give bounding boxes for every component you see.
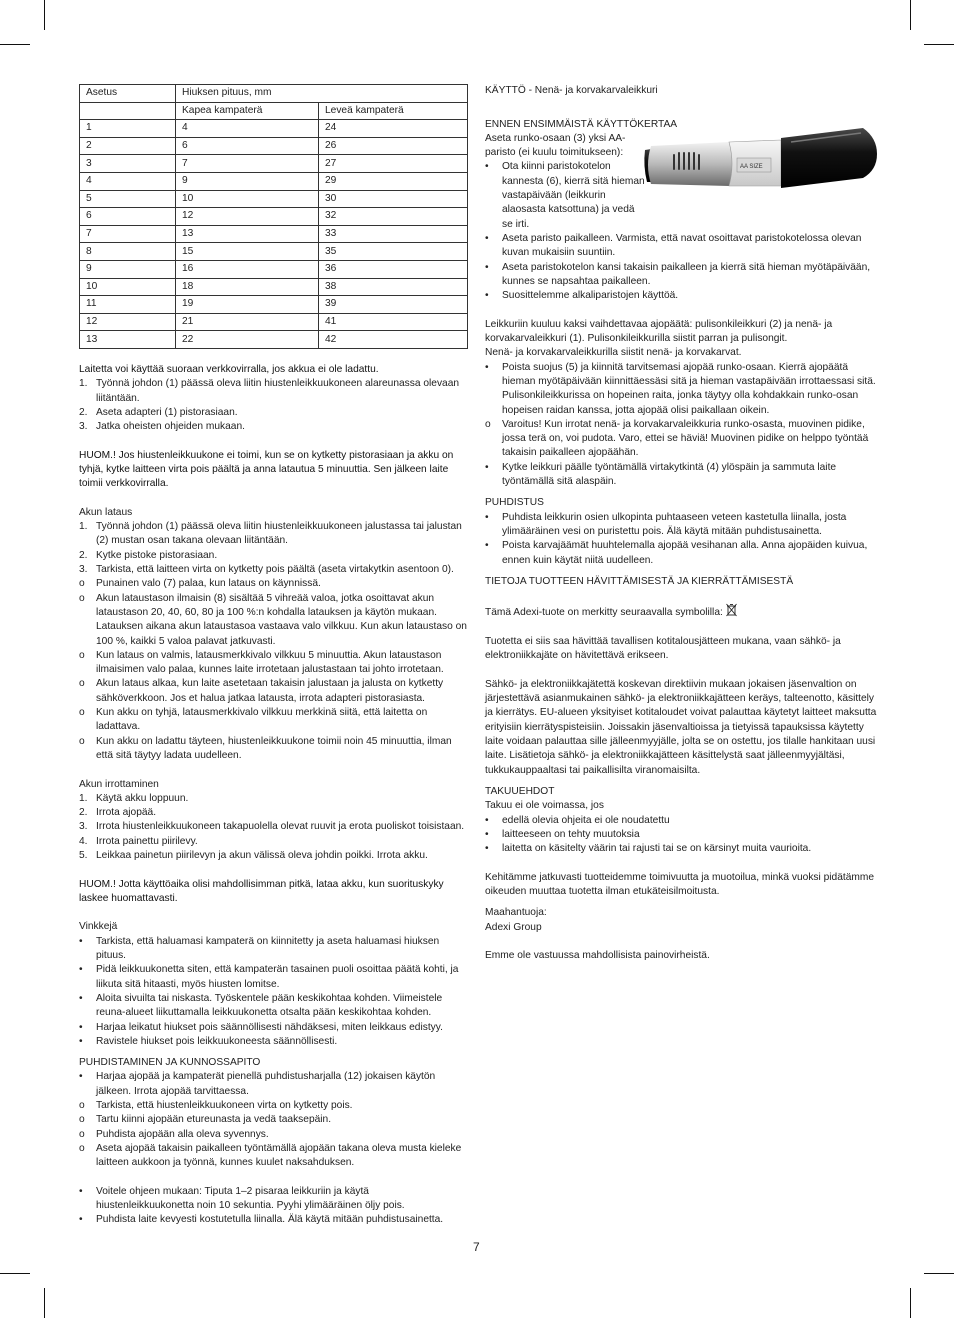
list-item [485,232,877,261]
table-row [80,172,468,190]
table-row [80,208,468,226]
table-cell-narrow: 16 [176,260,319,278]
recycle-p1: Tämä Adexi-tuote on merkitty seuraavalla symbolilla: [485,607,723,619]
list-item [485,418,877,461]
list-item-text: Kun akku on tyhjä, latausmerkkivalo vilkkuu merkkinä siitä, että laitetta on ladattava. [96,707,428,733]
list-marker: 2. [79,549,88,561]
list-item [485,842,877,856]
list-item-text: Irrota hiustenleikkuukoneen takapuolella olevat ruuvit ja erota puoliskot toisistaan. [96,821,465,833]
table-row [80,260,468,278]
list-item-text: Akun lataustason ilmaisin (8) sisältää 5 vihreää valoa, jotka osoittavat akun lataustason 20, 40, 60, 80 ja 100 %:n kohdalla latauksen ja käytön mukaan. Latauksen aikana akun lataustasoa vastaava valo vilkkuu. Kun akun lataustaso on 100 %, kaikki 5 valoa palavat jatkuvasti. [96,592,467,647]
bullet-icon: • [485,814,489,826]
list-marker: o [79,678,85,690]
table-subheader-row [80,102,468,120]
table-row [80,190,468,208]
charging-steps [79,520,469,763]
list-item [79,1185,469,1214]
list-item [79,1128,469,1142]
warranty-title: TAKUUEHDOT [485,785,555,797]
table-cell-wide: 36 [319,260,468,278]
table-row [80,296,468,314]
list-marker: 2. [79,807,88,819]
list-marker: o [485,418,491,430]
table-cell-wide: 42 [319,331,468,349]
list-item [485,814,877,828]
battery-label: AA SIZE [740,164,763,170]
list-item-text: Tarkista, että haluamasi kampaterä on kiinnitetty ja aseta haluamasi hiuksen pituus. [96,935,440,962]
list-item-text: Kytke leikkuri päälle työntämällä virtakytkintä (4) ylöspäin ja sammuta laite työntämällä sitä alaspäin. [502,461,837,488]
list-marker: • [485,290,489,302]
table-cell-wide: 30 [319,190,468,208]
list-item [485,160,645,231]
warranty-intro: Takuu ei ole voimassa, jos [485,800,604,812]
list-marker: • [79,1214,83,1226]
crop-mark [0,44,30,45]
list-item-text: Irrota ajopää. [96,807,157,819]
disclaimer: Emme ole vastuussa mahdollisista painovirheistä. [485,950,710,962]
list-marker: • [485,461,489,473]
table-cell-wide: 33 [319,225,468,243]
list-item [79,963,469,992]
first-use-steps [485,232,877,303]
list-marker: o [79,578,85,590]
list-item-text: laitteeseen on tehty muutoksia [502,828,640,840]
list-marker: 1. [79,521,88,533]
list-item [79,577,469,591]
list-marker: o [79,592,85,604]
crop-mark [910,1288,911,1318]
list-item-text: Kytke pistoke pistorasiaan. [96,549,218,561]
list-item-text: Kun lataus on valmis, latausmerkkivalo vilkkuu 5 minuuttia. Akun lataustason ilmaisimen valo palaa, kunnes laite irrotetaan jalustastaan tai johto irrotetaan. [96,649,444,676]
list-item-text: edellä olevia ohjeita ei ole noudatettu [502,814,670,826]
list-item [485,511,877,540]
list-item-text: Voitele ohjeen mukaan: Tiputa 1–2 pisaraa leikkuriin ja käytä hiustenleikkuukonetta noin 10 sekuntia. Pyyhi ylimääräinen öljy pois. [96,1185,405,1212]
crop-mark [44,1288,45,1318]
recycle-p3: Sähkö- ja elektroniikkajätettä koskevan direktiivin mukaan jokaisen jäsenvaltion on järjestettävä asianmukainen sähkö- ja elektroniikkajätteen keräys, talteenotto, käsittely ja kierrätys. EU-alueen yksityiset kotitaloudet voivat palauttaa käytetyt laitteet maksutta erityisiin kierrätyspisteisiin. Joissakin jäsenvaltioissa ja tietyissä tapauksissa käytetty laite voidaan palauttaa sille jälleenmyyjälle, jolta se on ostettu, jos tilalle hankitaan uusi laite. Lisätietoja sähkö- ja elektroniikkajätteen käsittelystä saat jälleenmyyjältäsi, tukkukauppaaltasi tai paikallisilta viranomaisilta. [485,678,877,776]
list-marker: • [485,232,489,244]
list-item-text: Poista karvajäämät huuhtelemalla ajopää vesihanan alla. Anna ajopäiden kuivua, ennen kuin käytät niitä uudelleen. [502,540,868,566]
table-cell-setting: 2 [80,137,176,155]
recycle-symbol-line [485,603,877,620]
mains-intro: Laitetta voi käyttää suoraan verkkovirralla, jos akkua ei ole ladattu. [79,363,379,375]
list-item [79,563,469,577]
list-item [79,1213,469,1227]
table-cell-wide: 35 [319,243,468,261]
list-item-text: Pidä leikkuukonetta siten, että kampaterän tasainen puoli osoittaa päätä kohti, ja liikuta sitä hitaasti, myös hiusten lomitse. [96,964,459,990]
table-cell-wide: 41 [319,313,468,331]
list-item [79,792,469,806]
list-item [79,849,469,863]
table-cell-narrow: 22 [176,331,319,349]
table-row [80,313,468,331]
crop-mark [910,0,911,30]
list-item [485,261,877,290]
table-cell-wide: 39 [319,296,468,314]
list-item [79,820,469,834]
usage-title: KÄYTTÖ - Nenä- ja korvakarvaleikkuri [485,85,658,96]
list-item-text: Puhdista ajopään alla oleva syvennys. [96,1128,269,1140]
list-item-text: Harjaa ajopää ja kampaterät pienellä puhdistusharjalla (12) jokaisen käytön jälkeen. Irrota ajopää tarvittaessa. [96,1071,436,1097]
list-item-text: laitetta on käsitelty väärin tai rajusti tai se on kärsinyt muita vaurioita. [502,843,812,855]
list-item-text: Tartu kiinni ajopään etureunasta ja vedä taaksepäin. [96,1114,332,1126]
list-marker: 1. [79,792,88,804]
list-item-text: Jatka oheisten ohjeiden mukaan. [96,421,245,433]
list-item-text: Aloita sivuilta tai niskasta. Työskentele pään keskikohtaa kohden. Viimeistele reuna-alueet liikuttamalla leikkuukonetta otsalta pään keskikohtaa kohden. [96,992,443,1019]
crop-mark [924,1273,954,1274]
list-item-text: Akun lataus alkaa, kun laite asetetaan takaisin jalustaan ja jalusta on kytketty sähköverkkoon. Jos et halua jatkaa latausta, irrota adapteri pistorasiasta. [96,678,444,704]
list-item [79,1035,469,1049]
table-cell-wide: 24 [319,120,468,138]
list-item [79,520,469,549]
list-item [79,1142,469,1171]
bullet-icon: • [79,992,83,1004]
list-marker: 5. [79,850,88,861]
table-row [80,243,468,261]
list-item [79,649,469,678]
list-item-text: Ravistele hiukset pois leikkuukoneesta säännöllisesti. [96,1035,338,1047]
cleaning-steps [485,511,877,568]
tips-list [79,935,469,1049]
list-item [485,289,877,303]
list-marker: o [79,1114,85,1126]
tips-title: Vinkkejä [79,921,118,933]
table-cell-narrow: 13 [176,225,319,243]
list-item [79,835,469,849]
list-item-text: Ota kiinni paristokotelon kannesta (6), kierrä sitä hieman vastapäivään (leikkurin alaosasta katsottuna) ja vedä se irti. [502,161,645,230]
removal-title: Akun irrottaminen [79,778,159,790]
list-item-text: Kun akku on ladattu täyteen, hiustenleikkuukone toimii noin 45 minuuttia, ilman että sitä täytyy ladata uudelleen. [96,735,452,761]
crop-mark [0,1273,30,1274]
table-cell-setting: 4 [80,172,176,190]
list-item [79,1099,469,1113]
bullet-icon: • [79,935,83,947]
list-marker: • [485,161,489,173]
care-steps-more [79,1185,469,1228]
list-item [485,461,877,490]
list-item-text: Tarkista, että laitteen virta on kytketty pois päältä (aseta virtakytkin asentoon 0). [96,564,454,576]
table-header-length: Hiuksen pituus, mm [176,85,468,103]
left-column [79,84,469,1228]
table-cell-narrow: 15 [176,243,319,261]
table-cell-narrow: 9 [176,172,319,190]
table-cell-setting: 5 [80,190,176,208]
list-item [79,549,469,563]
crossed-bin-icon [726,603,737,617]
list-marker: o [79,1142,85,1154]
table-cell-wide: 38 [319,278,468,296]
list-marker: o [79,1128,85,1140]
list-marker: 2. [79,406,88,418]
list-item-text: Työnnä johdon (1) päässä oleva liitin hiustenleikkuukoneen alareunassa olevaan liitäntään. [96,378,460,404]
care-steps [79,1070,469,1170]
list-item-text: Harjaa leikatut hiukset pois säännöllisesti nähdäksesi, miten leikkaus edistyy. [96,1021,443,1033]
table-cell-narrow: 4 [176,120,319,138]
list-item [485,539,877,568]
list-marker: 1. [79,378,88,390]
table-row [80,137,468,155]
table-cell-wide: 27 [319,155,468,173]
first-use-title: ENNEN ENSIMMÄISTÄ KÄYTTÖKERTAA [485,118,678,130]
table-row [80,278,468,296]
table-cell-setting: 1 [80,120,176,138]
list-item-text: Aseta adapteri (1) pistorasiaan. [96,406,238,418]
table-cell-narrow: 19 [176,296,319,314]
list-marker: o [79,707,85,719]
right-column [485,84,877,964]
table-cell-narrow: 21 [176,313,319,331]
list-item [79,406,469,420]
table-cell-setting: 12 [80,313,176,331]
list-marker: 3. [79,421,88,433]
table-empty-cell [80,102,176,120]
list-item-text: Työnnä johdon (1) päässä oleva liitin hiustenleikkuukoneen jalustassa tai jalustan (2) mustan osan takana olevaan liitäntään. [96,521,462,547]
bullet-icon: • [485,843,489,855]
charging-title: Akun lataus [79,506,133,518]
bullet-icon: • [79,1021,83,1033]
list-item-text: Tarkista, että hiustenleikkuukoneen virta on kytketty pois. [96,1100,353,1112]
bullet-icon: • [79,1035,83,1047]
list-marker: o [79,649,85,661]
list-item [79,806,469,820]
list-marker: • [79,1185,83,1197]
table-cell-wide: 29 [319,172,468,190]
crop-mark [44,0,45,30]
list-item-text: Puhdista laite kevyesti kostutetulla liinalla. Älä käytä mitään puhdistusainetta. [96,1214,444,1226]
list-item [79,706,469,735]
list-item-text: Irrota painettu piirilevy. [96,835,198,847]
list-item-text: Poista suojus (5) ja kiinnitä tarvitsemasi ajopää runko-osaan. Kierrä ajopäätä hieman myötäpäivään kiinnittäessäsi sitä ja hieman vastapäivään irrottaessasi sitä. Pulisonkileikkurissa on hopeinen raita, jonka täytyy olla kohdakkain runko-osan hopeisen raidan kanssa, jotta ajopää olisi paikallaan oikein. [502,361,876,416]
table-cell-narrow: 18 [176,278,319,296]
heads-intro: Leikkuriin kuuluu kaksi vaihdettavaa ajopäätä: pulisonkileikkuri (2) ja nenä- ja korvakarvaleikkuri (1). Pulisonkileikkurilla siistit parran ja pulisongit. [485,318,833,345]
note-battery-life: HUOM.! Jotta käyttöaika olisi mahdollisimman pitkä, lataa akku, kun suorituskyky laskee huomattavasti. [79,878,444,904]
list-item [79,420,469,434]
cleaning-title: PUHDISTUS [485,497,544,509]
table-cell-wide: 26 [319,137,468,155]
improvement-note: Kehitämme jatkuvasti tuotteidemme toimivuutta ja muotoilua, minkä vuoksi pidätämme oikeuden muuttaa tuotetta ilman etukäteisilmoitusta. [485,871,874,898]
mains-steps [79,377,469,434]
list-item [79,992,469,1021]
table-header-setting: Asetus [80,85,176,103]
table-row [80,225,468,243]
table-cell-narrow: 10 [176,190,319,208]
table-cell-setting: 6 [80,208,176,226]
list-marker: o [79,1100,85,1112]
table-cell-narrow: 6 [176,137,319,155]
list-item [79,592,469,649]
list-item [79,1021,469,1035]
warranty-list [485,814,877,857]
list-item [79,377,469,406]
recycle-title: TIETOJA TUOTTEEN HÄVITTÄMISESTÄ JA KIERRÄTTÄMISESTÄ [485,575,794,587]
list-item [485,828,877,842]
care-title: PUHDISTAMINEN JA KUNNOSSAPITO [79,1057,261,1069]
first-use-steps-narrow [485,160,645,231]
page-number: 7 [473,1240,480,1254]
list-marker: 4. [79,835,88,847]
heads-intro-2: Nenä- ja korvakarvaleikkurilla siistit nenä- ja korvakarvat. [485,347,742,359]
list-item [79,1113,469,1127]
list-item [79,677,469,706]
list-marker: 3. [79,821,88,833]
table-row [80,155,468,173]
list-item-text: Leikkaa painetun piirilevyn ja akun välissä oleva johdin poikki. Irrota akku. [96,850,428,861]
table-cell-setting: 9 [80,260,176,278]
table-cell-setting: 11 [80,296,176,314]
crop-mark [924,44,954,45]
list-item-text: Puhdista leikkurin osien ulkopinta puhtaaseen veteen kastetulla liinalla, josta ylimääräinen vesi on puristettu pois. Älä käytä mitään puhdistusainetta. [502,511,847,537]
nose-trimmer-image [641,128,879,198]
table-row [80,331,468,349]
table-cell-narrow: 7 [176,155,319,173]
table-cell-setting: 7 [80,225,176,243]
table-cell-setting: 10 [80,278,176,296]
list-item-text: Aseta paristokotelon kansi takaisin paikalleen ja kierrä sitä hieman myötäpäivään, kunnes se napsahtaa paikalleen. [502,261,871,287]
bullet-icon: • [79,964,83,976]
list-marker: • [485,540,489,552]
importer-title: Maahantuoja: [485,907,547,919]
removal-steps [79,792,469,863]
list-marker: • [485,511,489,523]
hair-length-table [79,84,468,349]
list-marker: • [485,261,489,273]
list-item [79,735,469,764]
table-cell-wide: 32 [319,208,468,226]
table-body [80,120,468,349]
list-item-text: Käytä akku loppuun. [96,792,189,804]
bullet-icon: • [485,828,489,840]
list-marker: o [79,735,85,747]
list-item-text: Varoitus! Kun irrotat nenä- ja korvakarvaleikkuria runko-osasta, muovinen pidike, jossa terä on, voi pudota. Varo, ettei se häviä! Muovinen pidike on helppo työntää takaisin paikalleen ajopäähän. [502,418,869,459]
heads-steps [485,361,877,490]
table-row [80,120,468,138]
list-item-text: Punainen valo (7) palaa, kun lataus on käynnissä. [96,578,321,590]
table-cell-setting: 3 [80,155,176,173]
first-use-intro: Aseta runko-osaan (3) yksi AA-paristo (ei kuulu toimitukseen): [485,132,626,159]
table-header-row [80,85,468,103]
recycle-p2: Tuotetta ei siis saa hävittää tavallisen kotitalousjätteen mukana, vaan sähkö- ja elektroniikkajäte on hävitettävä erikseen. [485,635,841,662]
list-marker: • [79,1071,83,1083]
table-cell-setting: 8 [80,243,176,261]
list-marker: • [485,361,489,373]
list-marker: 3. [79,564,88,576]
table-subheader-wide: Leveä kampaterä [319,102,468,120]
list-item [79,1070,469,1099]
list-item-text: Suosittelemme alkaliparistojen käyttöä. [502,290,679,302]
table-cell-setting: 13 [80,331,176,349]
list-item-text: Aseta paristo paikalleen. Varmista, että navat osoittavat paristokotelossa olevan kuvan mukaisiin suuntiin. [502,232,862,259]
table-subheader-narrow: Kapea kampaterä [176,102,319,120]
importer-name: Adexi Group [485,921,542,933]
list-item [485,361,877,418]
note-mains: HUOM.! Jos hiustenleikkuukone ei toimi, kun se on kytketty pistorasiaan ja akku on tyhjä, kytke laitteen virta pois päältä ja anna latautua 5 minuuttia. Sen jälkeen laite toimii verkkovirralla. [79,449,454,490]
list-item-text: Aseta ajopää takaisin paikalleen työntämällä ajopään takana oleva musta kieleke laitteen aukkoon ja työnnä, kunnes kuulet naksahduksen. [96,1142,462,1169]
table-cell-narrow: 12 [176,208,319,226]
list-item [79,935,469,964]
